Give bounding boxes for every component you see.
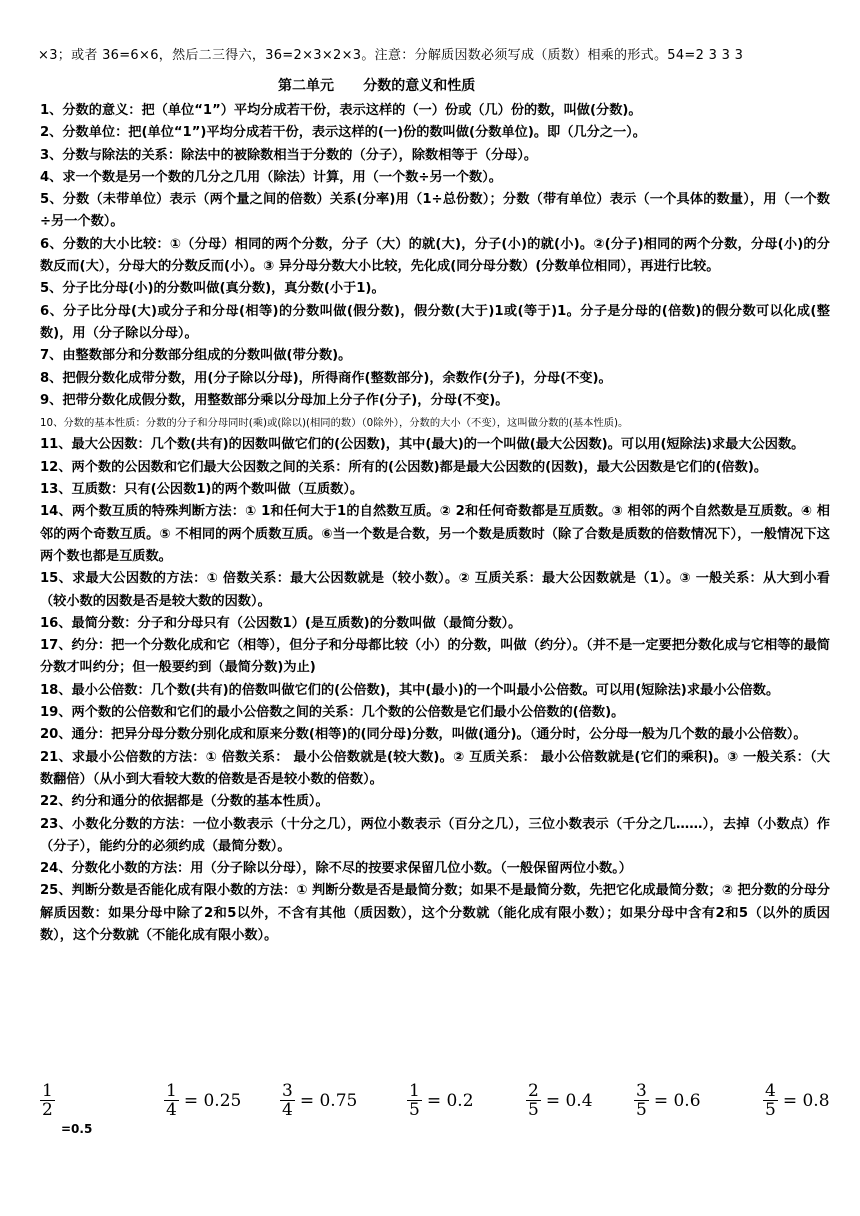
fraction-numerator: 3 [282, 1081, 293, 1101]
note-item: 17、约分：把一个分数化成和它（相等），但分子和分母都比较（小）的分数，叫做（约分）。（并不是一定要把分数化成与它相等的最简分数才叫约分；但一般要约到（最简分数)为止) [40, 638, 830, 676]
fraction-entry [634, 1082, 701, 1119]
fraction-denominator: 5 [765, 1100, 776, 1120]
note-item: 8、把假分数化成带分数，用(分子除以分母)，所得商作(整数部分)，余数作(分子)，分母(不变)。 [40, 370, 612, 386]
note-item: 11、最大公因数：几个数(共有)的因数叫做它们的(公因数)，其中(最大)的一个叫做(最大公因数)。可以用(短除法)求最大公因数。 [40, 437, 805, 453]
decimal-value: = 0.4 [545, 1090, 593, 1111]
section-title: 第二单元 分数的意义和性质 [278, 78, 476, 94]
fraction-entry [164, 1082, 241, 1119]
fraction [407, 1082, 422, 1119]
fraction [526, 1082, 541, 1119]
fraction-decimal-table [40, 1082, 830, 1162]
fraction-denominator: 4 [166, 1100, 177, 1120]
fraction-denominator: 4 [282, 1100, 293, 1120]
fraction-entry [280, 1082, 357, 1119]
note-item: 5、分数（未带单位）表示（两个量之间的倍数）关系(分率)用（1÷总份数）；分数（带有单位）表示（一个具体的数量），用（一个数÷另一个数）。 [40, 192, 830, 230]
fraction [634, 1082, 649, 1119]
note-item: 22、约分和通分的依据都是（分数的基本性质）。 [40, 794, 329, 810]
note-item: 3、分数与除法的关系：除法中的被除数相当于分数的（分子），除数相等于（分母）。 [40, 147, 538, 163]
note-item: 6、分数的大小比较：①（分母）相同的两个分数，分子（大）的就(大)，分子(小)的就(小)。②(分子)相同的两个分数，分母(小)的分数反而(大），分母大的分数反而(小）。③ 异分母分数大小比较，先化成(同分母分数）(分数单位相同），再进行比较。 [40, 236, 830, 275]
note-item: 12、两个数的公因数和它们最大公因数之间的关系：所有的(公因数)都是最大公因数的(因数)，最大公因数是它们的(倍数)。 [40, 459, 768, 475]
note-item: 2、分数单位：把(单位“1”)平均分成若干份，表示这样的(一)份的数叫做(分数单位)。即（几分之一）。 [40, 125, 646, 141]
note-item: 21、求最小公倍数的方法：① 倍数关系： 最小公倍数就是(较大数)。② 互质关系： 最小公倍数就是(它们的乘积)。③ 一般关系：（大数翻倍）（从小到大看较大数的倍数是否是较小数的倍数）。 [40, 749, 830, 787]
fraction-denominator: 5 [636, 1100, 647, 1120]
fraction [763, 1082, 778, 1119]
note-item: 15、求最大公因数的方法：① 倍数关系：最大公因数就是（较小数）。② 互质关系：最大公因数就是（1）。③ 一般关系：从大到小看（较小数的因数是否是较大数的因数）。 [40, 571, 830, 609]
note-item: 16、最简分数：分子和分母只有（公因数1）(是互质数)的分数叫做（最简分数）。 [40, 615, 522, 631]
fraction-denominator: 5 [528, 1100, 539, 1120]
top-continuation-line: ×3；或者 36=6×6，然后二三得六，36=2×3×2×3。注意：分解质因数必须写成（质数）相乘的形式。54=2 3 3 3 [38, 48, 744, 63]
fraction-numerator: 4 [765, 1081, 776, 1101]
note-item: 7、由整数部分和分数部分组成的分数叫做(带分数)。 [40, 348, 352, 364]
note-item: 25、判断分数是否能化成有限小数的方法：① 判断分数是否是最简分数；如果不是最简分数，先把它化成最简分数；② 把分数的分母分解质因数：如果分母中除了2和5以外，不含有其他（质因数），这个分数就（能化成有限小数）；如果分母中含有2和5（以外的质因数），这个分数就（不能化成有限小数）。 [40, 883, 830, 943]
fraction-entry [40, 1081, 93, 1136]
decimal-value: =0.5 [61, 1122, 93, 1136]
notes-list [40, 100, 830, 947]
decimal-value: = 0.75 [299, 1090, 358, 1111]
fraction-numerator: 1 [42, 1081, 53, 1101]
decimal-value: = 0.8 [782, 1090, 830, 1111]
fraction-numerator: 1 [409, 1081, 420, 1101]
fraction-denominator: 5 [409, 1100, 420, 1120]
fraction-numerator: 3 [636, 1081, 647, 1101]
note-item: 1、分数的意义：把（单位“1”）平均分成若干份，表示这样的（一）份或（几）份的数，叫做(分数)。 [40, 103, 642, 118]
fraction-denominator: 2 [42, 1100, 53, 1120]
fraction-entry [407, 1082, 474, 1119]
fraction [164, 1082, 179, 1119]
fraction-numerator: 1 [166, 1081, 177, 1101]
fraction-entry [526, 1082, 593, 1119]
note-item: 4、求一个数是另一个数的几分之几用（除法）计算，用（一个数÷另一个数）。 [40, 169, 502, 185]
note-item: 5、分子比分母(小)的分数叫做(真分数)，真分数(小于1)。 [40, 281, 385, 297]
fraction-entry [763, 1082, 830, 1119]
note-item: 14、两个数互质的特殊判断方法：① 1和任何大于1的自然数互质。② 2和任何奇数都是互质数。③ 相邻的两个自然数是互质数。④ 相邻的两个奇数互质。⑤ 不相同的两个质数互质。⑥当一个数是合数，另一个数是质数时（除了合数是质数的倍数情况下），一般情况下这两个数也都是互质数。 [40, 504, 830, 564]
note-item: 13、互质数：只有(公因数1)的两个数叫做（互质数）。 [40, 482, 364, 498]
fraction [40, 1082, 55, 1119]
note-item: 6、分子比分母(大)或分子和分母(相等)的分数叫做(假分数)，假分数(大于)1或(等于)1。分子是分母的(倍数)的假分数可以化成(整数)，用（分子除以分母）。 [40, 303, 830, 341]
decimal-value: = 0.2 [426, 1090, 474, 1111]
note-item: 20、通分：把异分母分数分别化成和原来分数(相等)的(同分母)分数，叫做(通分)。（通分时，公分母一般为几个数的最小公倍数）。 [40, 727, 807, 743]
note-item: 19、两个数的公倍数和它们的最小公倍数之间的关系：几个数的公倍数是它们最小公倍数的(倍数)。 [40, 705, 625, 721]
note-item: 9、把带分数化成假分数，用整数部分乘以分母加上分子作(分子)，分母(不变)。 [40, 392, 509, 408]
note-item: 23、小数化分数的方法：一位小数表示（十分之几），两位小数表示（百分之几），三位小数表示（千分之几……），去掉（小数点）作（分子），能约分的必须约成（最简分数）。 [40, 816, 830, 854]
note-item: 24、分数化小数的方法：用（分子除以分母），除不尽的按要求保留几位小数。（一般保留两位小数。） [40, 861, 632, 877]
fraction [280, 1082, 295, 1119]
note-item: 10、分数的基本性质：分数的分子和分母同时(乘)或(除以)(相同的数）（0除外），分数的大小（不变），这叫做分数的(基本性质)。 [40, 417, 629, 430]
decimal-value: = 0.6 [653, 1090, 701, 1111]
note-item: 18、最小公倍数：几个数(共有)的倍数叫做它们的(公倍数)，其中(最小)的一个叫最小公倍数。可以用(短除法)求最小公倍数。 [40, 682, 780, 698]
decimal-value: = 0.25 [183, 1090, 242, 1111]
fraction-numerator: 2 [528, 1081, 539, 1101]
